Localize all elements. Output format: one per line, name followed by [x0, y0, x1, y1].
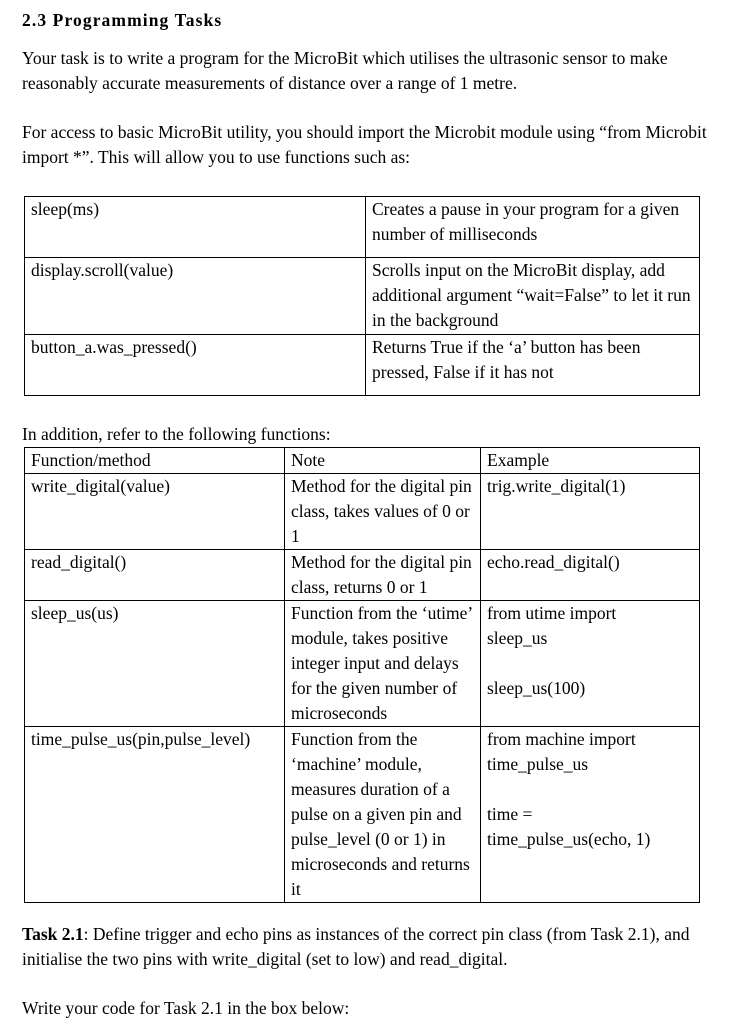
header-example: Example [481, 448, 700, 474]
function-name-cell: button_a.was_pressed() [25, 335, 366, 396]
function-name-cell: display.scroll(value) [25, 258, 366, 335]
closing-paragraph: Write your code for Task 2.1 in the box below: [22, 998, 350, 1018]
example-cell [481, 601, 700, 727]
function-description-cell: Returns True if the ‘a’ button has been pressed, False if it has not [366, 335, 700, 396]
task-text: : Define trigger and echo pins as instances of the correct pin class (from Task 2.1), and initialise the two pins with write_digital (set to low) and read_digital. [22, 924, 690, 969]
note-cell: Method for the digital pin class, returns 0 or 1 [285, 550, 481, 601]
example-cell [481, 727, 700, 903]
table-row [25, 258, 700, 335]
table-row [25, 727, 700, 903]
example-cell [481, 550, 700, 601]
microbit-functions-table [24, 196, 700, 396]
table-row [25, 474, 700, 550]
header-note: Note [285, 448, 481, 474]
task-paragraph [22, 922, 712, 972]
reference-functions-table [24, 447, 700, 903]
table-row [25, 335, 700, 396]
function-cell: read_digital() [25, 550, 285, 601]
function-cell: sleep_us(us) [25, 601, 285, 727]
example-line: from machine import time_pulse_us [487, 729, 636, 774]
function-description-cell: Scrolls input on the MicroBit display, add additional argument “wait=False” to let it run in the background [366, 258, 700, 335]
example-line: trig.write_digital(1) [487, 476, 626, 496]
table-row [25, 601, 700, 727]
example-line: sleep_us(100) [487, 678, 586, 698]
table-row [25, 197, 700, 258]
section-heading: 2.3 Programming Tasks [22, 10, 223, 30]
note-cell: Function from the ‘machine’ module, measures duration of a pulse on a given pin and pulse_level (0 or 1) in microseconds and returns it [285, 727, 481, 903]
example-line: from utime import sleep_us [487, 603, 617, 648]
function-description-cell: Creates a pause in your program for a given number of milliseconds [366, 197, 700, 258]
table-header-row [25, 448, 700, 474]
example-line: time = time_pulse_us(echo, 1) [487, 804, 651, 849]
function-cell: write_digital(value) [25, 474, 285, 550]
task-label: Task 2.1 [22, 924, 84, 944]
intro-paragraph: Your task is to write a program for the MicroBit which utilises the ultrasonic sensor to make reasonably accurate measurements of distance over a range of 1 metre. [22, 48, 668, 93]
note-cell: Function from the ‘utime’ module, takes positive integer input and delays for the given number of microseconds [285, 601, 481, 727]
note-cell: Method for the digital pin class, takes values of 0 or 1 [285, 474, 481, 550]
table-row [25, 550, 700, 601]
import-paragraph: For access to basic MicroBit utility, you should import the Microbit module using “from Microbit import *”. This will allow you to use functions such as: [22, 122, 707, 167]
function-cell: time_pulse_us(pin,pulse_level) [25, 727, 285, 903]
header-function: Function/method [25, 448, 285, 474]
example-cell [481, 474, 700, 550]
function-name-cell: sleep(ms) [25, 197, 366, 258]
addition-paragraph: In addition, refer to the following functions: [22, 424, 331, 444]
example-line: echo.read_digital() [487, 552, 620, 572]
